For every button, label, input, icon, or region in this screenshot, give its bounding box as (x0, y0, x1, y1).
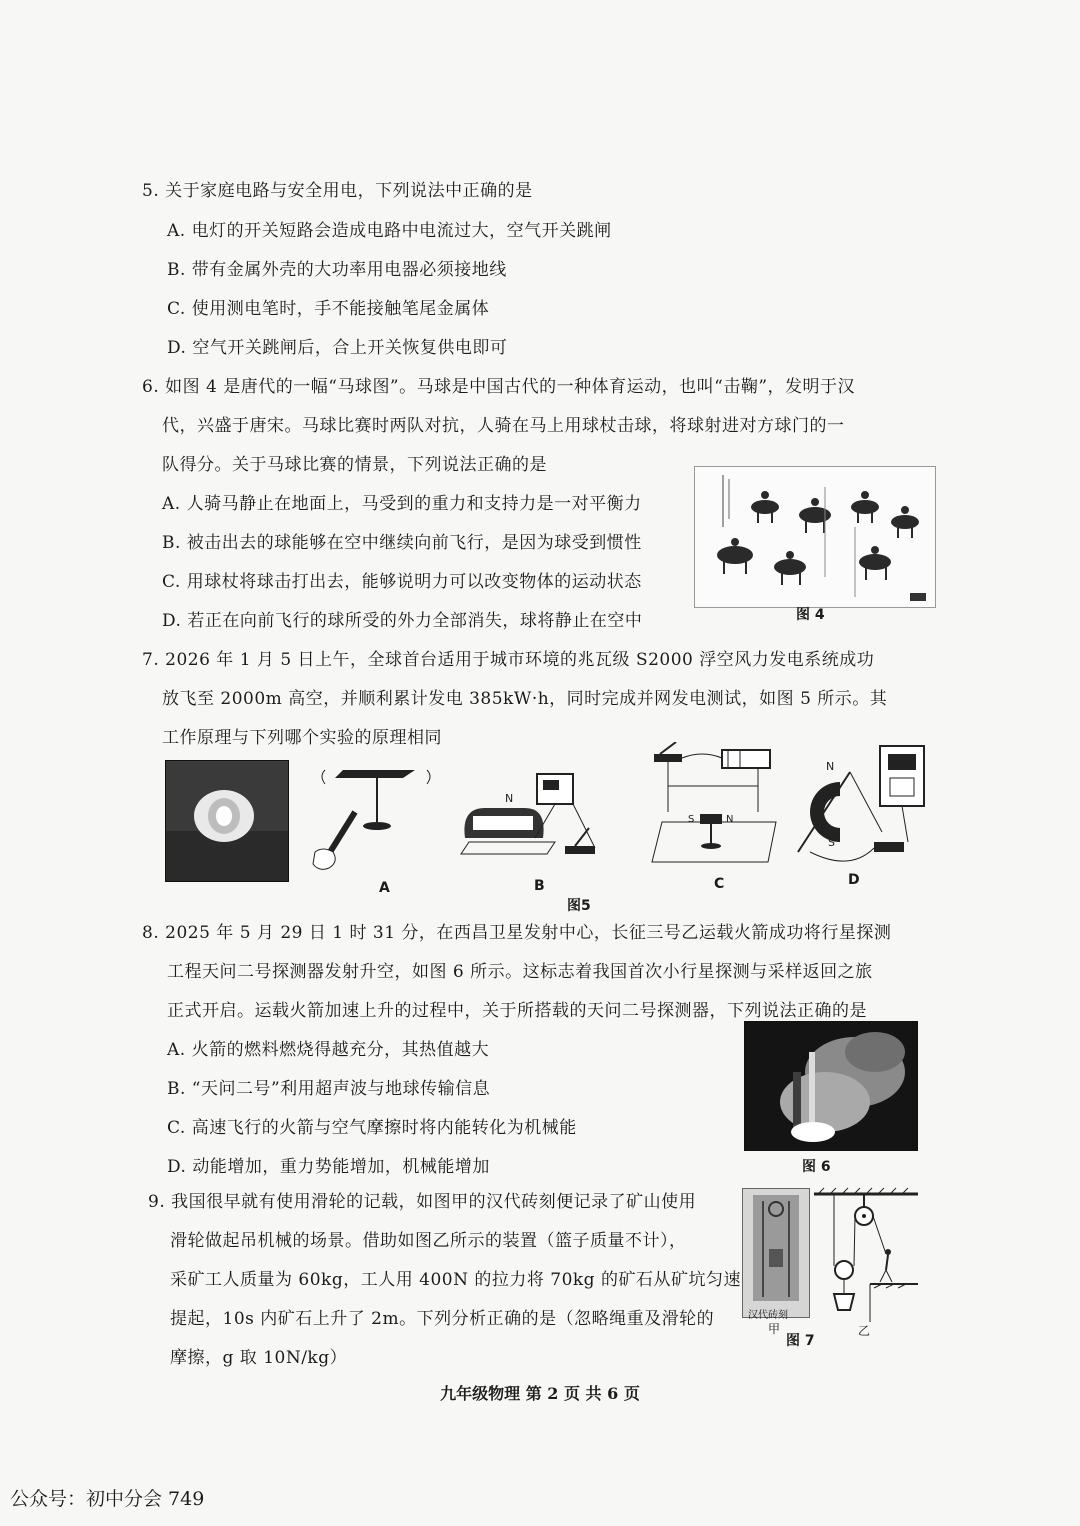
q9-stem-4: 提起，10s 内矿石上升了 2m。下列分析正确的是（忽略绳重及滑轮的 (170, 1309, 715, 1329)
figure-5c-oersted-setup (648, 742, 780, 870)
q6-stem-1: 6. 如图 4 是唐代的一幅“马球图”。马球是中国古代的一种体育运动，也叫“击鞠”，发明于汉 (142, 377, 856, 397)
figure-7b-pulley-diagram (814, 1186, 922, 1326)
figure-7a-brick-carving (742, 1188, 810, 1318)
q5-option-a: A. 电灯的开关短路会造成电路中电流过大，空气开关跳闸 (167, 221, 612, 241)
q8-option-b: B. “天问二号”利用超声波与地球传输信息 (167, 1079, 491, 1099)
q9-stem-3: 采矿工人质量为 60kg，工人用 400N 的拉力将 70kg 的矿石从矿坑匀速 (170, 1270, 741, 1290)
figure-5b-label: B (534, 878, 545, 894)
figure-5d-n-label: N (826, 760, 835, 773)
figure-4-caption: 图 4 (796, 607, 825, 623)
figure-7b-label: 乙 (858, 1324, 871, 1338)
q7-stem-1: 7. 2026 年 1 月 5 日上午，全球首台适用于城市环境的兆瓦级 S2000 浮空风力发电系统成功 (142, 650, 875, 670)
figure-6-rocket-launch-photo (744, 1021, 918, 1151)
q5-option-b: B. 带有金属外壳的大功率用电器必须接地线 (167, 260, 507, 280)
figure-5-caption: 图5 (567, 898, 591, 914)
q5-stem: 5. 关于家庭电路与安全用电，下列说法中正确的是 (142, 181, 533, 201)
figure-5d-label: D (848, 872, 860, 888)
q8-option-a: A. 火箭的燃料燃烧得越充分，其热值越大 (167, 1040, 490, 1060)
figure-5d-s-label: S (828, 836, 835, 849)
figure-5a-label: A (379, 880, 390, 896)
q8-stem-3: 正式开启。运载火箭加速上升的过程中，关于所搭载的天问二号探测器，下列说法正确的是 (167, 1001, 867, 1021)
figure-6-caption: 图 6 (802, 1159, 831, 1175)
figure-7-caption: 图 7 (786, 1333, 815, 1349)
q6-option-d: D. 若正在向前飞行的球所受的外力全部消失，球将静止在空中 (162, 611, 643, 631)
q8-stem-2: 工程天问二号探测器发射升空，如图 6 所示。这标志着我国首次小行星探测与采样返回之旅 (167, 962, 873, 982)
figure-7a-label: 甲 (768, 1322, 781, 1336)
figure-5d-motor-setup (790, 742, 932, 872)
q5-option-c: C. 使用测电笔时，手不能接触笔尾金属体 (167, 299, 490, 319)
figure-5b-n-label: N (505, 792, 514, 805)
figure-5c-n-label: N (726, 814, 734, 825)
q9-stem-2: 滑轮做起吊机械的场景。借助如图乙所示的装置（篮子质量不计）， (170, 1231, 687, 1251)
q6-stem-3: 队得分。关于马球比赛的情景，下列说法正确的是 (162, 455, 547, 475)
q7-stem-3: 工作原理与下列哪个实验的原理相同 (162, 728, 442, 748)
q5-option-d: D. 空气开关跳闸后，合上开关恢复供电即可 (167, 338, 508, 358)
source-watermark: 公众号：初中分会 749 (10, 1488, 205, 1510)
q9-stem-5: 摩擦，g 取 10N/kg） (170, 1348, 348, 1368)
figure-5a-spinning-device (305, 762, 435, 877)
q6-stem-2: 代，兴盛于唐宋。马球比赛时两队对抗，人骑在马上用球杖击球，将球射进对方球门的一 (162, 416, 845, 436)
page-footer: 九年级物理 第 2 页 共 6 页 (440, 1384, 640, 1403)
q6-option-b: B. 被击出去的球能够在空中继续向前飞行，是因为球受到惯性 (162, 533, 642, 553)
q6-option-a: A. 人骑马静止在地面上，马受到的重力和支持力是一对平衡力 (162, 494, 642, 514)
q9-stem-1: 9. 我国很早就有使用滑轮的记载，如图甲的汉代砖刻便记录了矿山使用 (148, 1192, 697, 1212)
q7-stem-2: 放飞至 2000m 高空，并顺利累计发电 385kW·h，同时完成并网发电测试，如图 5 所示。其 (162, 689, 888, 709)
figure-4-polo-painting (694, 466, 936, 608)
figure-5b-magnet-galvanometer (455, 768, 605, 876)
q6-option-c: C. 用球杖将球击打出去，能够说明力可以改变物体的运动状态 (162, 572, 642, 592)
figure-5c-label: C (714, 876, 725, 892)
q8-stem-1: 8. 2025 年 5 月 29 日 1 时 31 分，在西昌卫星发射中心，长征三号乙运载火箭成功将行星探测 (142, 923, 892, 943)
figure-7a-brick-caption: 汉代砖刻 (748, 1310, 788, 1321)
figure-5-airborne-turbine-photo (165, 760, 289, 882)
q8-option-c: C. 高速飞行的火箭与空气摩擦时将内能转化为机械能 (167, 1118, 577, 1138)
figure-5c-s-label: S (688, 814, 695, 825)
q8-option-d: D. 动能增加，重力势能增加，机械能增加 (167, 1157, 490, 1177)
